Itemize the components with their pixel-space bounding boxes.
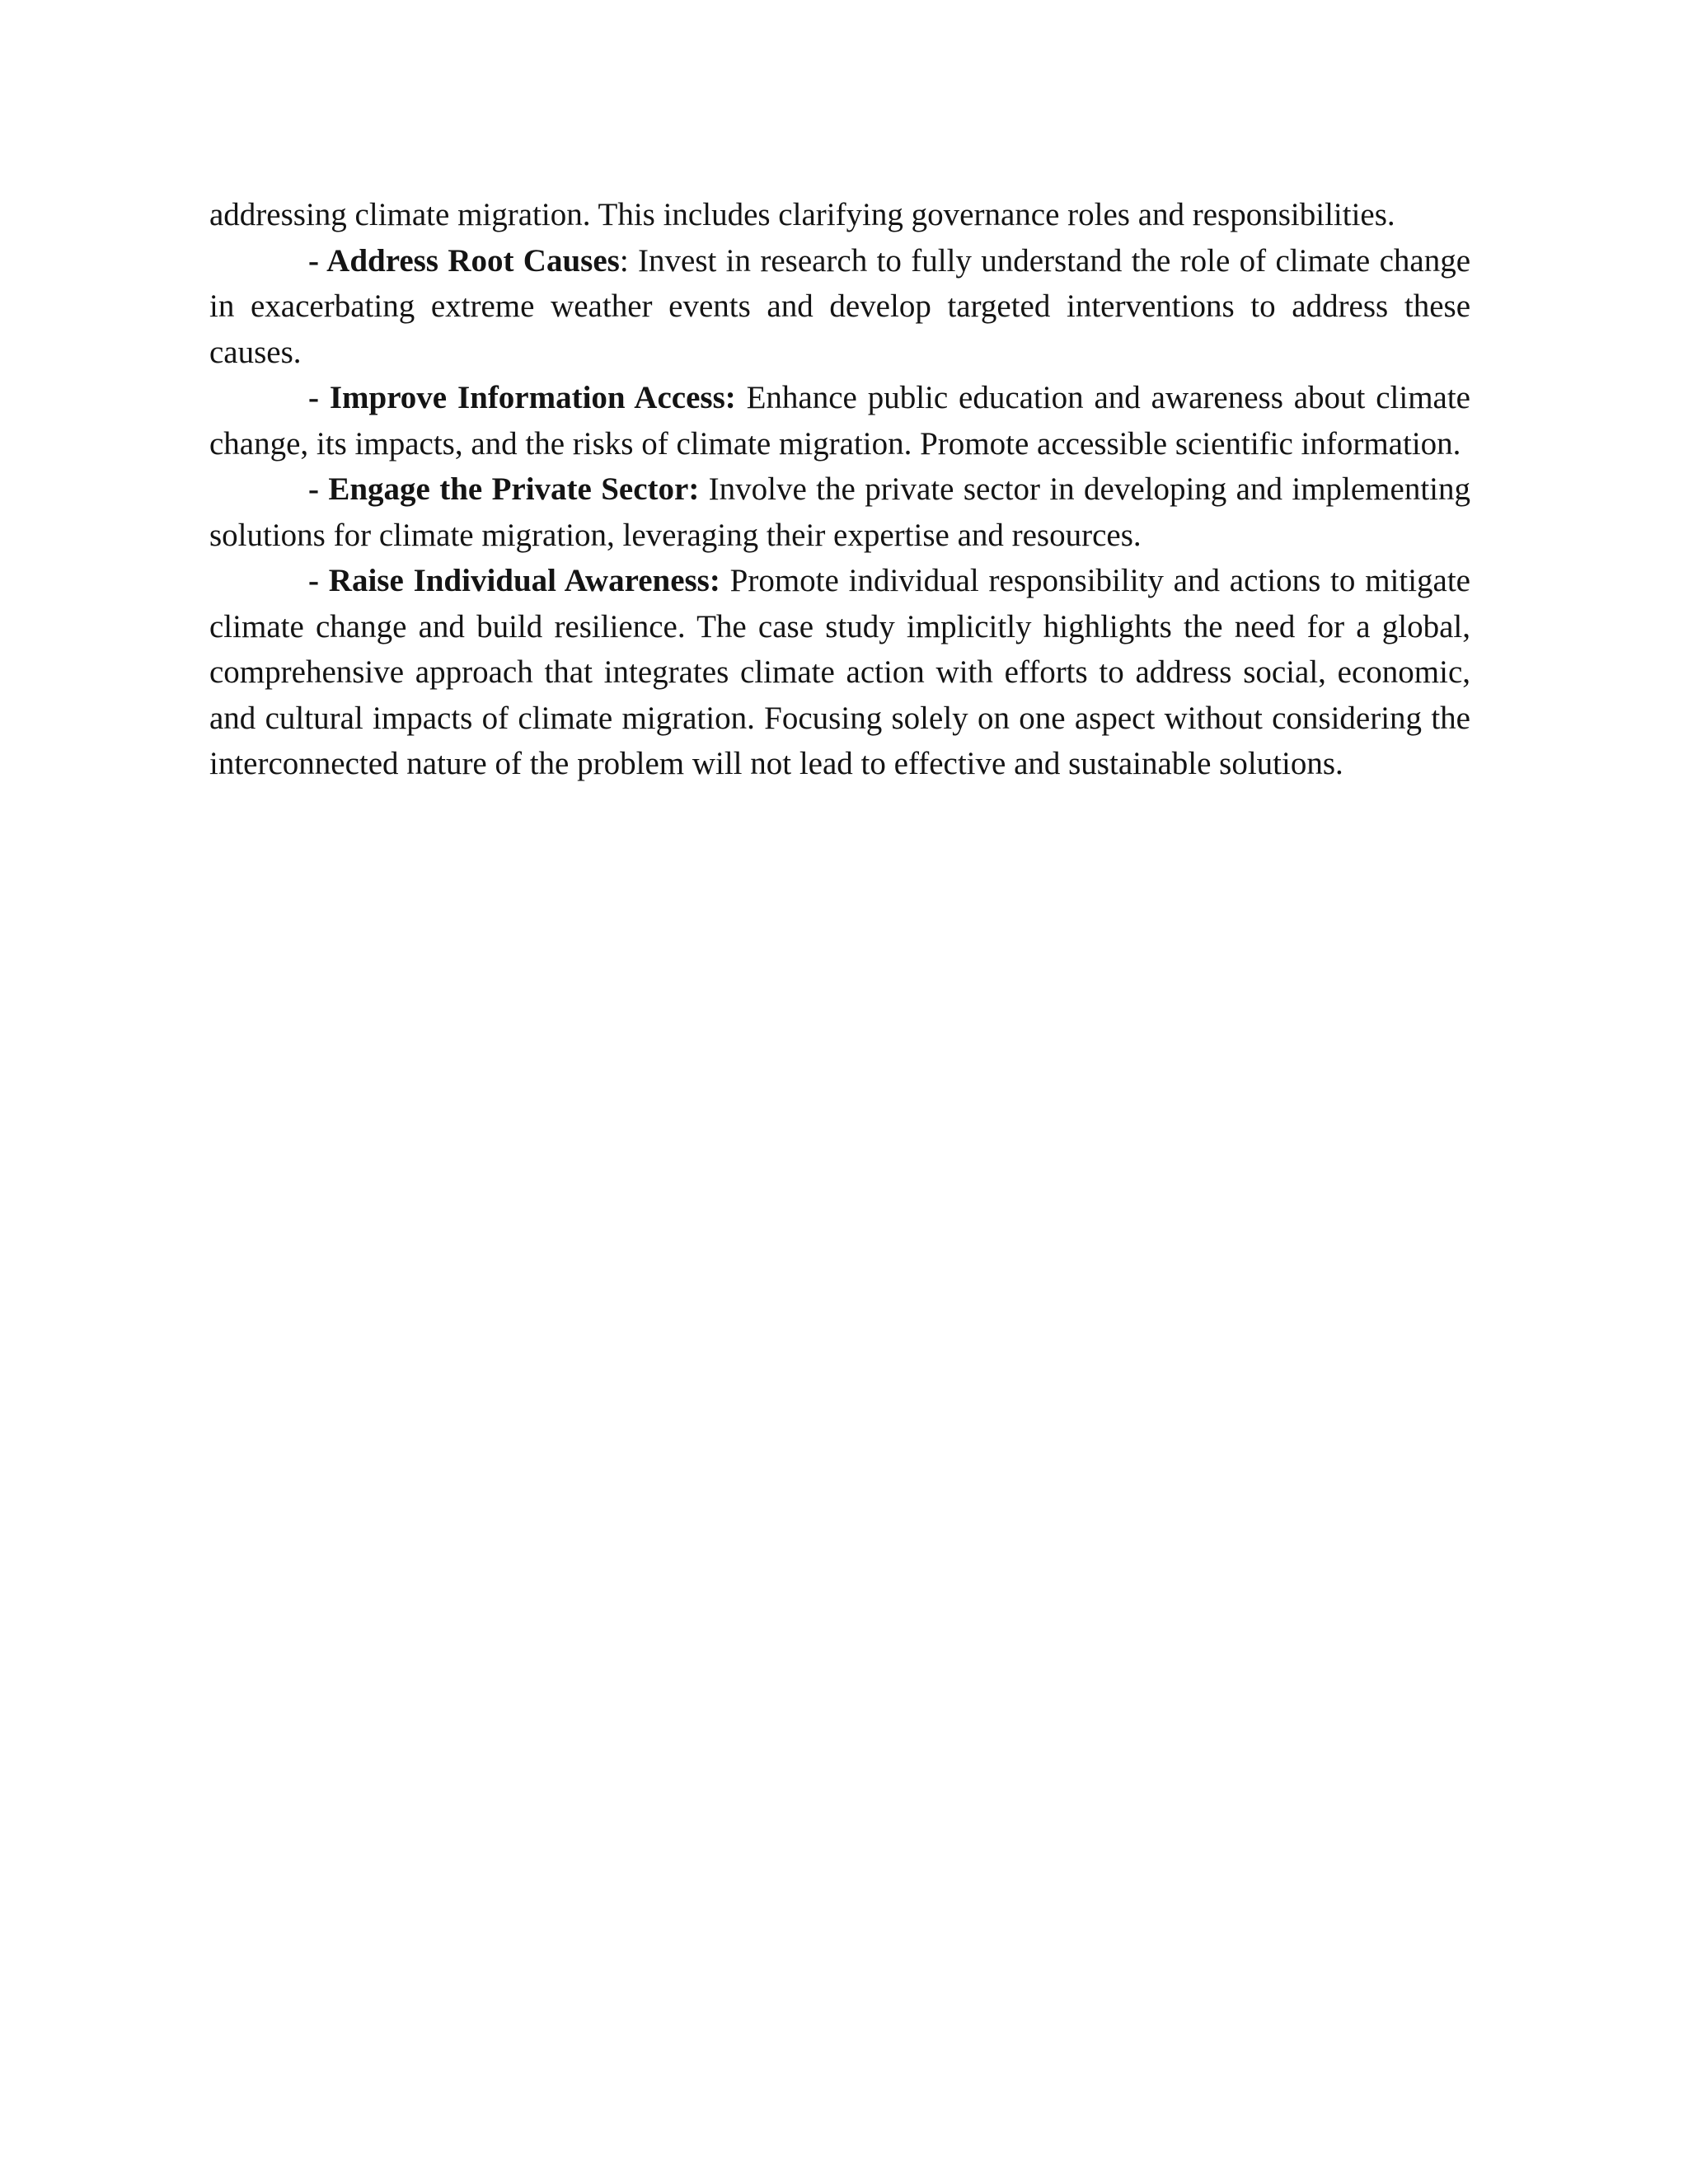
recommendation-term: - Address Root Causes (308, 242, 620, 279)
recommendation-text: Enhance public education and awareness about climate change, its impacts, and the risks of climate migration. Promote accessible scientific information. (209, 380, 1470, 462)
recommendation-text: Promote individual responsibility and actions to mitigate climate change and build resilience. The case study implicitly highlights the need for a global, comprehensive approach that integrates climate action with efforts to address social, economic, and cultural impacts of climate migration. Focusing solely on one aspect without considering the interconnected nature of the problem will not lead to effective and sustainable solutions. (209, 563, 1470, 781)
recommendation-term: - Engage the Private Sector: (308, 471, 700, 507)
recommendation-improve-information-access (209, 375, 1470, 466)
recommendation-term: - Raise Individual Awareness: (308, 563, 720, 598)
recommendation-text: Involve the private sector in developing and implementing solutions for climate migration, leveraging their expertise and resources. (209, 471, 1470, 553)
recommendation-text: Invest in research to fully understand the role of climate change in exacerbating extreme weather events and develop targeted interventions to address these causes. (209, 242, 1471, 370)
recommendation-address-root-causes (209, 238, 1470, 376)
document-body (209, 192, 1470, 787)
recommendation-term: - Improve Information Access: (308, 380, 736, 415)
intro-paragraph: addressing climate migration. This includes clarifying governance roles and responsibilities. (209, 197, 1395, 232)
recommendation-raise-individual-awareness (209, 558, 1470, 787)
recommendation-engage-private-sector (209, 466, 1470, 558)
recommendation-separator: : (619, 242, 629, 279)
